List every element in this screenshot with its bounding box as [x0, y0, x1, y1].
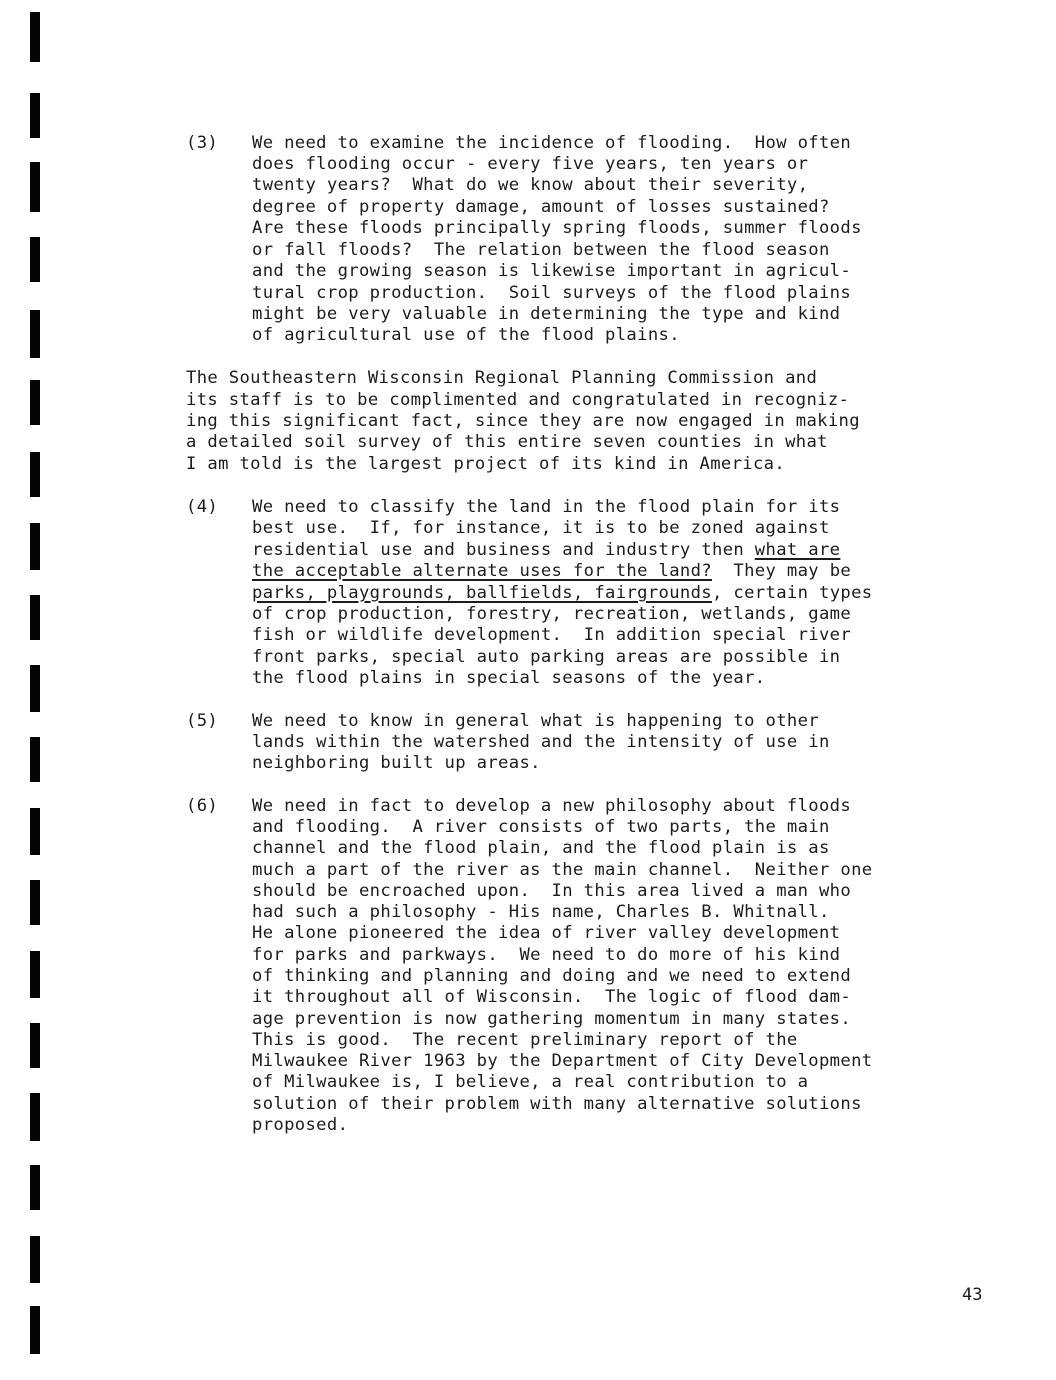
binding-mark	[30, 595, 40, 640]
binding-mark	[30, 1023, 40, 1068]
binding-marks	[0, 0, 60, 1380]
binding-mark	[30, 12, 40, 62]
text-line: the flood plains in special seasons of the year.	[252, 668, 766, 688]
page-number: 43	[962, 1285, 983, 1305]
text-line: a detailed soil survey of this entire seven counties in what	[186, 432, 828, 452]
binding-mark	[30, 1093, 40, 1141]
text-line: lands within the watershed and the intensity of use in	[252, 732, 830, 752]
text-line: of Milwaukee is, I believe, a real contribution to a	[252, 1072, 809, 1092]
text-line: does flooding occur - every five years, ten years or	[252, 154, 809, 174]
text-line: neighboring built up areas.	[252, 753, 541, 773]
text-line: I am told is the largest project of its kind in America.	[186, 454, 786, 474]
binding-mark	[30, 1165, 40, 1210]
text-segment: , certain types	[712, 583, 873, 603]
text-line: The Southeastern Wisconsin Regional Planning Commission and	[186, 368, 818, 388]
text-line: and the growing season is likewise important in agricul-	[252, 261, 852, 281]
underlined-phrase: what are	[754, 540, 841, 560]
text-line: of agricultural use of the flood plains.	[252, 325, 680, 345]
text-line	[252, 561, 851, 582]
text-line: ing this significant fact, since they are now engaged in making	[186, 411, 860, 431]
text-line: tural crop production. Soil surveys of the flood plains	[252, 283, 852, 303]
binding-mark	[30, 665, 40, 712]
text-line: of crop production, forestry, recreation, wetlands, game	[252, 604, 852, 624]
text-line: had such a philosophy - His name, Charles B. Whitnall.	[252, 902, 830, 922]
text-segment: residential use and business and industry then	[252, 540, 755, 560]
binding-mark	[30, 380, 40, 425]
item-marker: (3)	[186, 133, 219, 153]
underlined-phrase: parks, playgrounds, ballfields, fairgrounds	[252, 583, 713, 603]
text-line: should be encroached upon. In this area lived a man who	[252, 881, 852, 901]
text-line	[252, 583, 872, 604]
binding-mark	[30, 310, 40, 358]
binding-mark	[30, 523, 40, 570]
item-marker: (4)	[186, 497, 219, 517]
text-line: of thinking and planning and doing and we need to extend	[252, 966, 852, 986]
text-line: We need to examine the incidence of flooding. How often	[252, 133, 852, 153]
binding-mark	[30, 1306, 40, 1354]
text-line: Milwaukee River 1963 by the Department of City Development	[252, 1051, 873, 1071]
text-line: We need to know in general what is happening to other	[252, 711, 819, 731]
binding-mark	[30, 1236, 40, 1283]
text-line: This is good. The recent preliminary report of the	[252, 1030, 798, 1050]
text-line: channel and the flood plain, and the flood plain is as	[252, 838, 830, 858]
text-line: best use. If, for instance, it is to be zoned against	[252, 518, 830, 538]
binding-mark	[30, 737, 40, 782]
text-line: He alone pioneered the idea of river valley development	[252, 923, 841, 943]
text-line: We need in fact to develop a new philosophy about floods	[252, 796, 852, 816]
text-line: it throughout all of Wisconsin. The logic of flood dam-	[252, 987, 852, 1007]
underlined-phrase: the acceptable alternate uses for the land?	[252, 561, 713, 581]
binding-mark	[30, 951, 40, 998]
text-line: Are these floods principally spring floods, summer floods	[252, 218, 862, 238]
text-line: We need to classify the land in the flood plain for its	[252, 497, 841, 517]
text-line: age prevention is now gathering momentum in many states.	[252, 1009, 852, 1029]
binding-mark	[30, 808, 40, 855]
text-line: its staff is to be complimented and congratulated in recogniz-	[186, 390, 850, 410]
text-line: fish or wildlife development. In addition special river	[252, 625, 852, 645]
binding-mark	[30, 162, 40, 212]
text-line: twenty years? What do we know about their severity,	[252, 175, 809, 195]
text-line	[252, 540, 840, 561]
text-segment: They may be	[712, 561, 852, 581]
item-marker: (5)	[186, 711, 219, 731]
text-line: for parks and parkways. We need to do more of his kind	[252, 945, 841, 965]
binding-mark	[30, 237, 40, 282]
text-line: and flooding. A river consists of two parts, the main	[252, 817, 830, 837]
binding-mark	[30, 880, 40, 925]
text-line: might be very valuable in determining the type and kind	[252, 304, 841, 324]
item-marker: (6)	[186, 796, 219, 816]
binding-mark	[30, 452, 40, 497]
text-line: or fall floods? The relation between the flood season	[252, 240, 830, 260]
text-line: degree of property damage, amount of losses sustained?	[252, 197, 830, 217]
text-line: much a part of the river as the main channel. Neither one	[252, 860, 873, 880]
binding-mark	[30, 93, 40, 138]
text-line: front parks, special auto parking areas are possible in	[252, 647, 841, 667]
text-line: proposed.	[252, 1115, 349, 1135]
text-line: solution of their problem with many alternative solutions	[252, 1094, 862, 1114]
